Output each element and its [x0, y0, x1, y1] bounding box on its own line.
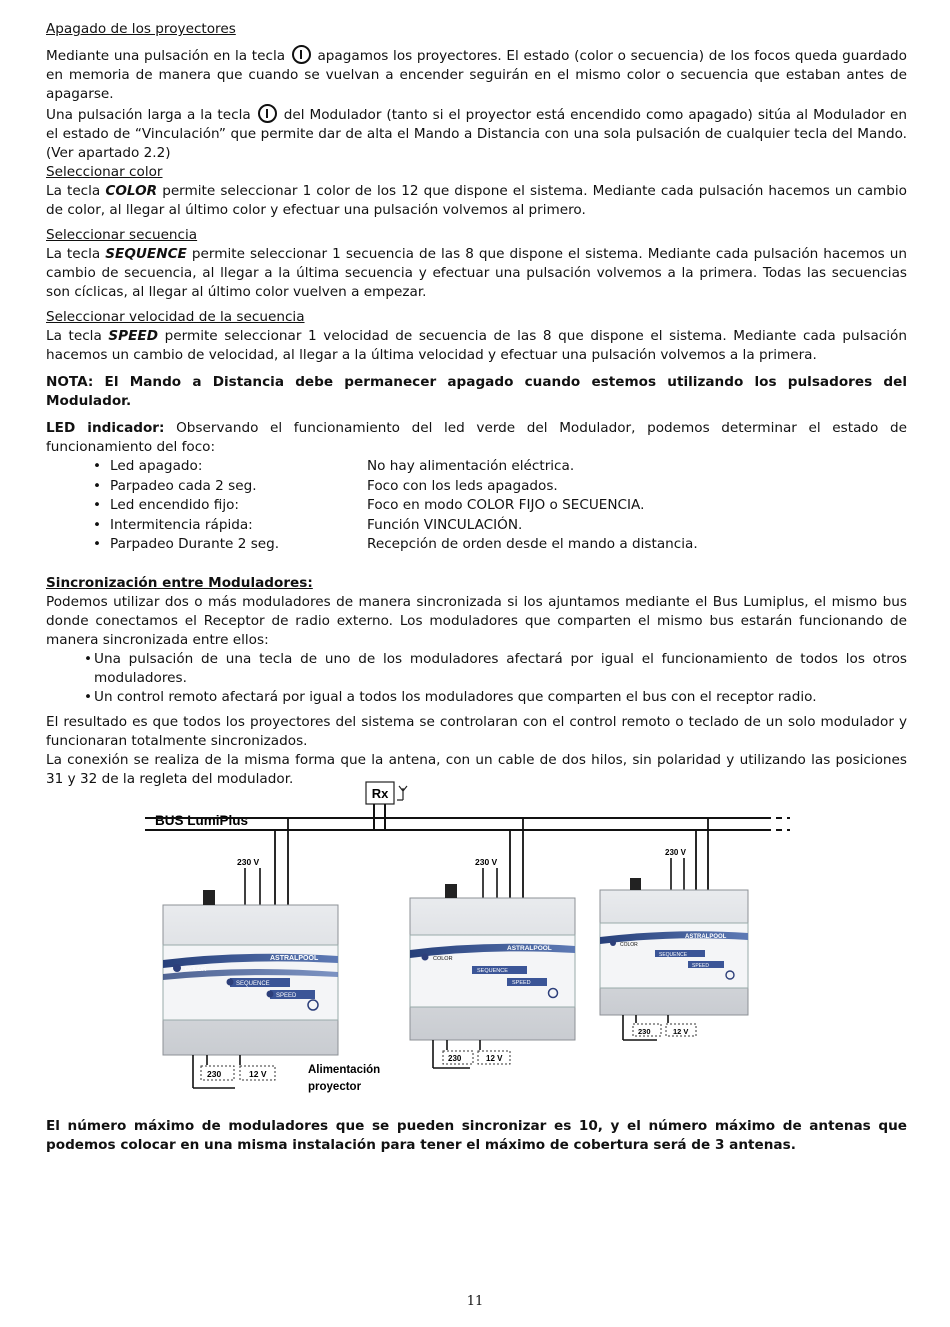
sync-result: El resultado es que todos los proyectores del sistema se controlaran con el control remoto o teclado de un solo modulador y funcionaran totalmente sincronizados.: [46, 713, 907, 749]
apagado-heading: Apagado de los proyectores: [46, 21, 236, 37]
sync-heading: Sincronización entre Moduladores:: [46, 574, 313, 591]
color-key-name: COLOR: [105, 183, 158, 199]
box-230: 230: [207, 1069, 222, 1079]
max-modulators-note: El número máximo de moduladores que se pueden sincronizar es 10, y el número máximo de antenas que podemos colocar en una misma instalación para tener el máximo de cobertura será de 3 antenas.: [46, 1118, 907, 1153]
power-key-icon: [258, 104, 277, 123]
rx-receiver: [366, 782, 407, 830]
list-item: [110, 477, 907, 497]
sequence-heading: Seleccionar secuencia: [46, 227, 198, 243]
color-button-label: COLOR: [433, 956, 453, 962]
speed-paragraph: [46, 327, 907, 365]
modulator-1: [163, 818, 380, 1093]
speed-text-start: La tecla: [46, 328, 102, 344]
list-item: • Una pulsación de una tecla de uno de los moduladores afectará por igual el funcionamiento de todos los otros moduladores.: [94, 650, 907, 688]
led-meaning: Recepción de orden desde el mando a distancia.: [367, 536, 698, 552]
led-label: LED indicador:: [46, 420, 165, 436]
speed-key-name: SPEED: [108, 328, 158, 344]
led-state: • Led apagado:: [110, 458, 203, 474]
modulator-3: [600, 818, 748, 1040]
brand-label: ASTRALPOOL: [507, 945, 552, 952]
antenna-icon: [397, 786, 407, 800]
bus-wiring-diagram: [145, 780, 805, 1100]
apagado-p2-end: del Modulador (tanto si el proyector está encendido como apagado) sitúa al Modulador en el estado de “Vinculación” que permite dar de alta el Mando a Distancia con una sola pulsación de cualquier tecla del Mando. (Ver apartado 2.2): [46, 107, 907, 161]
sequence-button-label: SEQUENCE: [477, 968, 508, 974]
voltage-label: 230 V: [237, 857, 260, 867]
led-state: • Parpadeo Durante 2 seg.: [110, 536, 280, 552]
box-230: 230: [638, 1027, 651, 1036]
alimentacion-label: Alimentación: [308, 1064, 381, 1076]
box-12v: 12 V: [673, 1027, 689, 1036]
led-state: • Led encendido fijo:: [110, 497, 239, 513]
color-text-start: La tecla: [46, 183, 101, 199]
apagado-paragraph-1: [46, 45, 907, 104]
color-button-label: COLOR: [620, 942, 638, 948]
list-item: • Un control remoto afectará por igual a todos los moduladores que comparten el bus con el receptor radio.: [94, 688, 907, 707]
page-number: 11: [466, 1294, 484, 1309]
page-content: [46, 20, 907, 789]
apagado-p1-start: Mediante una pulsación en la tecla: [46, 48, 286, 64]
brand-label: ASTRALPOOL: [685, 934, 727, 940]
box-230: 230: [448, 1054, 462, 1063]
modulator-2: [410, 818, 575, 1068]
speed-heading: Seleccionar velocidad de la secuencia: [46, 309, 305, 325]
brand-label: ASTRALPOOL: [270, 955, 319, 962]
nota-remote-off: NOTA: El Mando a Distancia debe permanecer apagado cuando estemos utilizando los pulsadores del Modulador.: [46, 374, 907, 409]
speed-button-label: SPEED: [276, 993, 297, 999]
speed-button-label: SPEED: [512, 980, 531, 986]
sequence-paragraph: [46, 245, 907, 302]
sequence-text-start: La tecla: [46, 246, 101, 262]
list-item: [110, 457, 907, 477]
led-state: • Intermitencia rápida:: [110, 516, 253, 533]
sequence-button-label: SEQUENCE: [236, 981, 270, 987]
list-item: [110, 535, 907, 555]
list-item: [110, 516, 907, 536]
led-states-list: [46, 457, 907, 555]
led-meaning: Foco con los leds apagados.: [367, 477, 558, 494]
sequence-button-label: SEQUENCE: [659, 952, 688, 958]
box-12v: 12 V: [249, 1069, 267, 1079]
list-item: [110, 496, 907, 516]
led-intro-text: Observando el funcionamiento del led verde del Modulador, podemos determinar el estado de funcionamiento del foco:: [46, 420, 907, 455]
led-state: • Parpadeo cada 2 seg.: [110, 477, 257, 494]
color-button-label: COLOR: [185, 967, 207, 973]
speed-text-end: permite seleccionar 1 velocidad de secuencia de las 8 que dispone el sistema. Mediante cada pulsación hacemos un cambio de velocidad, al llegar a la última velocidad y efectuar una pulsación volvemos a la primera.: [46, 328, 907, 363]
led-meaning: No hay alimentación eléctrica.: [367, 458, 575, 474]
rx-label: Rx: [371, 786, 389, 801]
color-text-end: permite seleccionar 1 color de los 12 que dispone el sistema. Mediante cada pulsación hacemos un cambio de color, al llegar al último color y efectuar una pulsación volvemos al primero.: [46, 183, 907, 218]
bus-label: BUS LumiPlus: [155, 813, 249, 828]
color-heading: Seleccionar color: [46, 164, 163, 180]
apagado-p2-start: Una pulsación larga a la tecla: [46, 107, 251, 123]
sync-bullets: [46, 650, 907, 707]
apagado-p1-end: apagamos los proyectores. El estado (color o secuencia) de los focos queda guardado en memoria de manera que cuando se vuelvan a encender seguirán en el mismo color o secuencia que estaban antes de apagarse.: [46, 48, 907, 102]
box-12v: 12 V: [486, 1054, 503, 1063]
led-meaning: Función VINCULACIÓN.: [367, 516, 523, 533]
led-intro: [46, 419, 907, 457]
led-meaning: Foco en modo COLOR FIJO o SECUENCIA.: [367, 497, 645, 513]
sequence-key-name: SEQUENCE: [105, 246, 187, 262]
color-paragraph: [46, 182, 907, 220]
voltage-label: 230 V: [665, 848, 686, 857]
sync-connection: La conexión se realiza de la misma forma que la antena, con un cable de dos hilos, sin polaridad y utilizando las posiciones 31 y 32 de la regleta del modulador.: [46, 751, 907, 787]
speed-button-label: SPEED: [692, 963, 709, 969]
voltage-label: 230 V: [475, 857, 498, 867]
sequence-text-end: permite seleccionar 1 secuencia de las 8 que dispone el sistema. Mediante cada pulsación hacemos un cambio de secuencia, al llegar a la última secuencia y efectuar una pulsación volvemos a la primera. Todas las secuencias son cíclicas, al llegar al último color vuelven a empezar.: [46, 246, 907, 300]
proyector-label: proyector: [308, 1081, 362, 1093]
apagado-paragraph-2: [46, 104, 907, 163]
sync-intro: Podemos utilizar dos o más moduladores de manera sincronizada si los ajuntamos mediante el Bus Lumiplus, el mismo bus donde conectamos el Receptor de radio externo. Los moduladores que comparten el mismo bus estarán funcionando de manera sincronizada entre ellos:: [46, 593, 907, 648]
power-key-icon: [292, 45, 311, 64]
